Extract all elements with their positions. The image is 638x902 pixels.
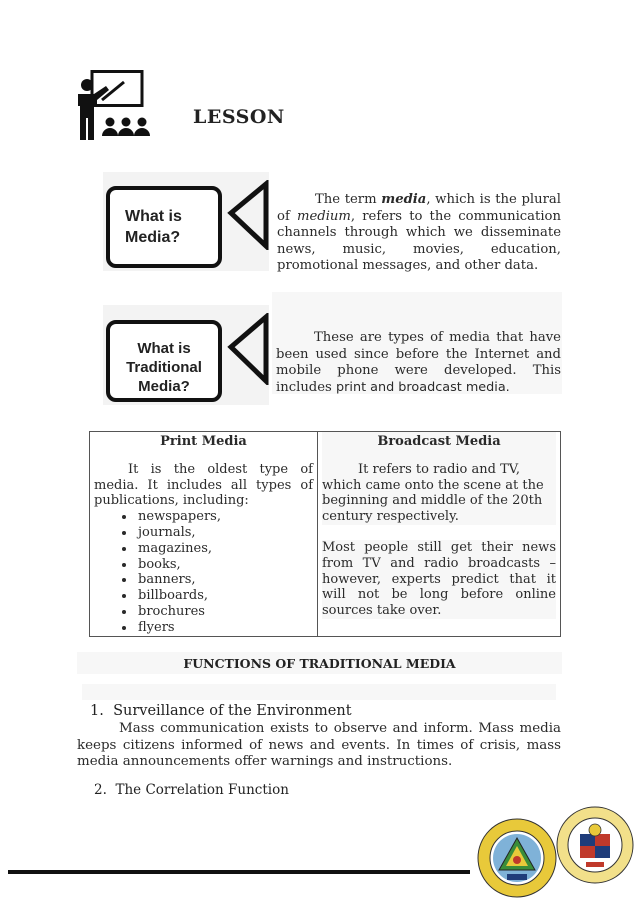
print-media-header: Print Media (160, 434, 247, 449)
term-medium: medium (296, 208, 351, 224)
list-item: • magazines, (136, 541, 313, 557)
pasig-city-seal-logo (556, 806, 634, 884)
shaded-strip (82, 684, 556, 700)
list-item: • flyers (136, 620, 313, 636)
text-run: , which is the plural of (277, 192, 561, 224)
lesson-title: LESSON (193, 106, 285, 128)
broadcast-media-note: Most people still get their news from TV and radio broadcasts – however, experts predict that it will not be long before online sources take over. (322, 539, 556, 619)
list-number: 2. (94, 782, 107, 798)
list-item: • journals, (136, 525, 313, 541)
broadcast-media-header: Broadcast Media (322, 432, 556, 462)
what-is-traditional-media-graphic (103, 305, 269, 405)
list-item: • brochures (136, 604, 313, 620)
text-run: The term (315, 192, 382, 207)
list-item: • newspapers, (136, 509, 313, 525)
camera-label-line: What is (125, 208, 182, 225)
list-item: • billboards, (136, 588, 313, 604)
text-run: These are types of media that have been used since before the Internet and mobile phone were developed. This includes (276, 330, 561, 395)
media-definition (277, 192, 561, 275)
function-title: The Correlation Function (115, 782, 289, 798)
camera-label-line: Media? (125, 229, 181, 246)
functions-section-title: FUNCTIONS OF TRADITIONAL MEDIA (183, 656, 456, 671)
camera-lens-icon (225, 180, 269, 250)
camera-label-line: Traditional (126, 359, 202, 376)
function-title: Surveillance of the Environment (113, 703, 352, 719)
broadcast-media-description: It refers to radio and TV, which came onto the scene at the beginning and middle of the 20th century respectively. (322, 462, 556, 525)
text-run: , refers to the communication channels through which we disseminate news, music, movies, education, promotional messages, and other data. (277, 208, 561, 273)
term-media: media (381, 192, 427, 207)
publications-list (94, 509, 313, 635)
camera-label-box (106, 320, 222, 402)
list-item: • banners, (136, 572, 313, 588)
teacher-presentation-icon (74, 70, 156, 142)
function-1-heading (90, 703, 352, 719)
list-number: 1. (90, 703, 104, 719)
what-is-media-graphic (103, 172, 269, 271)
camera-lens-icon (225, 313, 269, 385)
broadcast-media-cell (318, 432, 561, 637)
function-2-heading (94, 782, 289, 798)
function-1-body: Mass communication exists to observe and inform. Mass media keeps citizens informed of news and events. In times of crisis, mass media announcements offer warnings and instructions. (77, 721, 561, 769)
traditional-media-definition (276, 330, 561, 396)
media-types-table (89, 431, 561, 637)
camera-label-line: What is (137, 340, 191, 357)
print-media-intro: It is the oldest type of media. It includes all types of publications, including: (94, 461, 313, 509)
division-of-pasig-city-seal-logo (477, 818, 557, 898)
camera-label-box (106, 186, 222, 268)
print-broadcast-phrase: print and broadcast media. (336, 379, 510, 395)
print-media-cell (90, 432, 318, 637)
list-item: • books, (136, 557, 313, 573)
camera-label-line: Media? (138, 378, 190, 395)
footer-divider (8, 870, 470, 874)
